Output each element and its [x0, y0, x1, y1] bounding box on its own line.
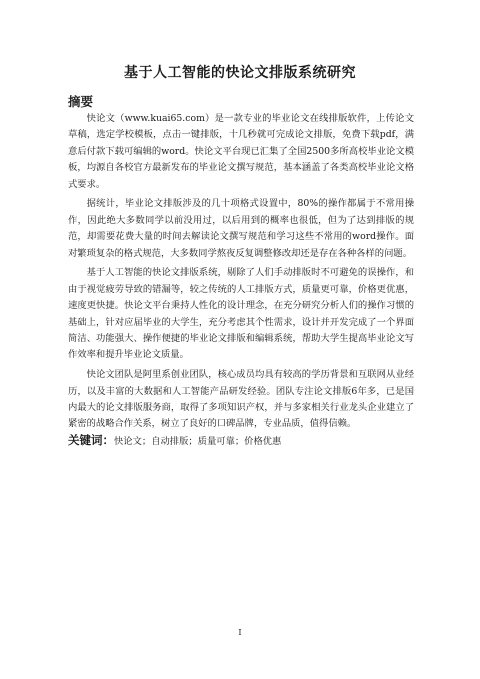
keywords-text: 快论文；自动排版；质量可靠；价格优惠 [114, 436, 282, 447]
keywords-label: 关键词： [68, 433, 114, 447]
keywords-line [68, 432, 414, 450]
abstract-paragraph-4: 快论文团队是阿里系创业团队，核心成员均具有较高的学历背景和互联网从业经历，以及丰富的大数据和人工智能产品研发经验。团队专注论文排版6年多，已是国内最大的论文排版服务商，取得了多项知识产权，并与多家相关行业龙头企业建立了紧密的战略合作关系，树立了良好的口碑品牌，专业品质，值得信赖。 [68, 369, 414, 430]
abstract-paragraph-3: 基于人工智能的快论文排版系统，剔除了人们手动排版时不可避免的误操作，和由于视觉疲劳导致的错漏等，较之传统的人工排版方式，质量更可靠，价格更优惠，速度更快捷。快论文平台秉持人性化的设计理念，在充分研究分析人们的操作习惯的基础上，针对应届毕业的大学生，充分考虑其个性需求，设计并开发完成了一个界面简洁、功能强大、操作便捷的毕业论文排版和编辑系统，帮助大学生提高毕业论文写作效率和提升毕业论文质量。 [68, 267, 414, 361]
abstract-paragraph-2: 据统计，毕业论文排版涉及的几十项格式设置中，80%的操作都属于不常用操作，因此绝大多数同学以前没用过，以后用到的概率也很低，但为了达到排版的规范，却需要花费大量的时间去解读论文撰写规范和学习这些不常用的word操作。面对繁琐复杂的格式规范，大多数同学熬夜反复调整修改却还是存在各种各样的问题。 [68, 198, 414, 259]
abstract-paragraph-1: 快论文（www.kuai65.com）是一款专业的毕业论文在线排版软件，上传论文草稿，选定学校模板，点击一键排版，十几秒就可完成论文排版，免费下载pdf，满意后付款下载可编辑的word。快论文平台现已汇集了全国2500多所高校毕业论文模板，均源自各校官方最新发布的毕业论文撰写规范，基本涵盖了各类高校毕业论文格式要求。 [68, 113, 414, 190]
page-number: I [238, 628, 242, 637]
abstract-heading: 摘要 [68, 94, 94, 109]
abstract-body [68, 111, 414, 436]
paper-title: 基于人工智能的快论文排版系统研究 [124, 65, 356, 81]
